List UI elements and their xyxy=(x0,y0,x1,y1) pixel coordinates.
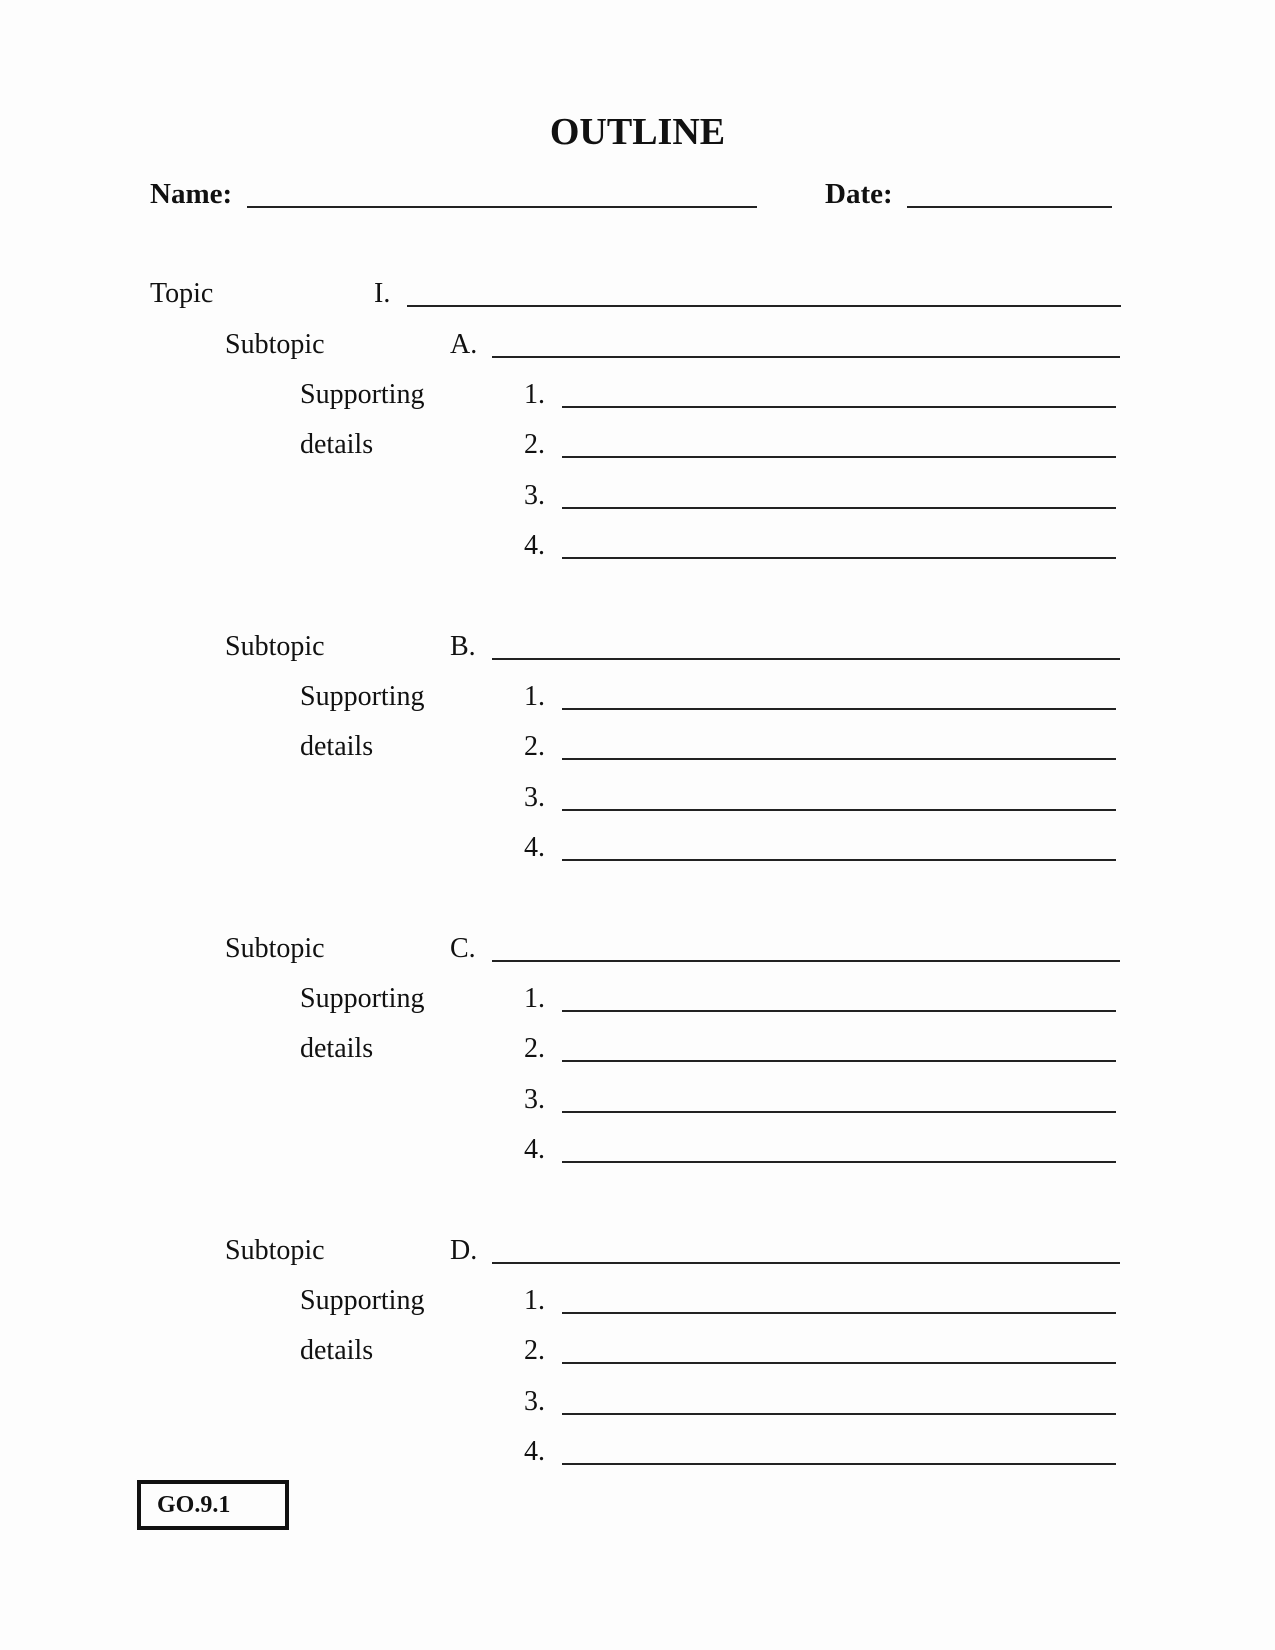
detail-field[interactable] xyxy=(562,1111,1116,1113)
topic-field[interactable] xyxy=(407,305,1121,307)
subtopic-letter: B. xyxy=(450,631,476,662)
date-field[interactable] xyxy=(907,206,1112,208)
name-field[interactable] xyxy=(247,206,757,208)
detail-number: 4. xyxy=(524,832,545,863)
topic-numeral: I. xyxy=(374,278,391,309)
detail-number: 1. xyxy=(524,379,545,410)
date-label: Date: xyxy=(825,178,893,210)
detail-field[interactable] xyxy=(562,507,1116,509)
detail-number: 4. xyxy=(524,1436,545,1467)
subtopic-label: Subtopic xyxy=(225,1235,325,1266)
subtopic-field[interactable] xyxy=(492,356,1120,358)
detail-field[interactable] xyxy=(562,1413,1116,1415)
supporting-label: Supporting xyxy=(300,379,425,410)
detail-field[interactable] xyxy=(562,809,1116,811)
detail-number: 3. xyxy=(524,1084,545,1115)
form-code-badge xyxy=(137,1480,289,1530)
detail-field[interactable] xyxy=(562,406,1116,408)
detail-field[interactable] xyxy=(562,557,1116,559)
subtopic-field[interactable] xyxy=(492,960,1120,962)
detail-field[interactable] xyxy=(562,708,1116,710)
subtopic-letter: C. xyxy=(450,933,476,964)
detail-number: 2. xyxy=(524,429,545,460)
detail-field[interactable] xyxy=(562,1312,1116,1314)
detail-number: 4. xyxy=(524,1134,545,1165)
detail-field[interactable] xyxy=(562,1060,1116,1062)
subtopic-letter: A. xyxy=(450,329,478,360)
subtopic-label: Subtopic xyxy=(225,329,325,360)
subtopic-label: Subtopic xyxy=(225,933,325,964)
details-label: details xyxy=(300,1033,374,1064)
detail-number: 3. xyxy=(524,1386,545,1417)
detail-number: 2. xyxy=(524,731,545,762)
subtopic-letter: D. xyxy=(450,1235,478,1266)
detail-number: 3. xyxy=(524,480,545,511)
subtopic-field[interactable] xyxy=(492,1262,1120,1264)
detail-number: 1. xyxy=(524,681,545,712)
page-title: OUTLINE xyxy=(549,111,726,153)
details-label: details xyxy=(300,731,374,762)
details-label: details xyxy=(300,429,374,460)
detail-field[interactable] xyxy=(562,1463,1116,1465)
supporting-label: Supporting xyxy=(300,681,425,712)
subtopic-field[interactable] xyxy=(492,658,1120,660)
detail-field[interactable] xyxy=(562,758,1116,760)
topic-label: Topic xyxy=(150,278,214,309)
supporting-label: Supporting xyxy=(300,1285,425,1316)
subtopic-label: Subtopic xyxy=(225,631,325,662)
supporting-label: Supporting xyxy=(300,983,425,1014)
detail-field[interactable] xyxy=(562,1010,1116,1012)
detail-field[interactable] xyxy=(562,859,1116,861)
detail-number: 4. xyxy=(524,530,545,561)
detail-number: 1. xyxy=(524,983,545,1014)
detail-number: 1. xyxy=(524,1285,545,1316)
details-label: details xyxy=(300,1335,374,1366)
detail-field[interactable] xyxy=(562,1161,1116,1163)
detail-field[interactable] xyxy=(562,1362,1116,1364)
detail-number: 2. xyxy=(524,1033,545,1064)
detail-number: 2. xyxy=(524,1335,545,1366)
detail-field[interactable] xyxy=(562,456,1116,458)
detail-number: 3. xyxy=(524,782,545,813)
name-label: Name: xyxy=(150,178,233,210)
form-code: GO.9.1 xyxy=(157,1492,231,1518)
